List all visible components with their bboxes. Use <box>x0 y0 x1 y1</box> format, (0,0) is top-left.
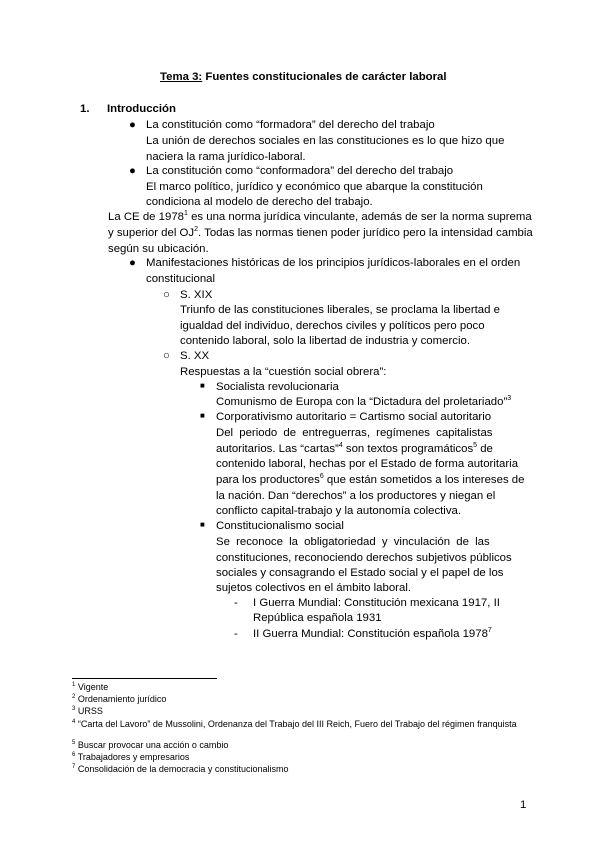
circle-bullet: ○ <box>163 289 170 301</box>
footnote: $^2$ Ordenamiento jurídico <box>72 694 167 704</box>
footnote: $^5$ Buscar provocar una acción o cambio <box>72 740 229 750</box>
corp-line: para los productores$^6$ que están sometidos a los intereses de <box>216 473 525 486</box>
corp-line: la nación. Dan “derechos” a los productores y niegan el <box>216 490 496 502</box>
ce-paragraph-line: según su ubicación. <box>108 243 209 255</box>
s19-line: Triunfo de las constituciones liberales, se proclama la libertad e <box>180 304 500 316</box>
square-bullet: ■ <box>200 381 205 390</box>
s19-line: igualdad del individuo, derechos civiles y políticos pero poco <box>180 320 485 332</box>
s19-label: S. XIX <box>180 289 213 301</box>
intro-bullet-2-desc: condiciona al modelo de derecho del trabajo. <box>146 196 373 208</box>
intro-bullet-2-desc: El marco político, jurídico y económico que abarque la constitución <box>146 181 483 193</box>
intro-bullet-1: La constitución como “formadora” del derecho del trabajo <box>146 119 435 131</box>
ce-paragraph-line: La CE de 1978$^1$ es una norma jurídica vinculante, además de ser la norma suprema <box>108 210 532 223</box>
dash-bullet: - <box>234 628 238 640</box>
intro-bullet-1-desc: La unión de derechos sociales en las constituciones es lo que hizo que <box>146 135 505 147</box>
footnote: $^4$ “Carta del Lavoro” de Mussolini, Ordenanza del Trabajo del III Reich, Fuero del Trabajo del régimen franquista <box>72 719 517 729</box>
footnote: $^3$ URSS <box>72 706 103 716</box>
square-bullet: ■ <box>200 411 205 420</box>
footnote: $^1$ Vigente <box>72 682 109 692</box>
footnote: $^7$ Consolidación de la democracia y constitucionalismo <box>72 764 289 774</box>
circle-bullet: ○ <box>163 350 170 362</box>
s20-label: S. XX <box>180 350 210 362</box>
soc-desc: Comunismo de Europa con la “Dictadura del proletariado”$^3$ <box>216 395 512 408</box>
title-rest: Fuentes constitucionales de carácter laboral <box>202 71 447 83</box>
const-dash-2: II Guerra Mundial: Constitución española 1978$^7$ <box>253 627 492 640</box>
page-number: 1 <box>520 799 527 811</box>
manif-line: Manifestaciones históricas de los principios jurídicos-laborales en el orden <box>146 257 521 269</box>
bullet-dot: ● <box>129 119 136 131</box>
section-heading: Introducción <box>107 103 176 115</box>
s19-line: contenido laboral, solo la libertad de industria y comercio. <box>180 335 470 347</box>
corp-line: contenido laboral, hechas por el Estado de forma autoritaria <box>216 458 519 470</box>
square-bullet: ■ <box>200 520 205 529</box>
dash-bullet: - <box>234 597 238 609</box>
const-line: Se reconoce la obligatoriedad y vinculación de las <box>216 536 490 548</box>
ce-paragraph-line: y superior del $OJ^2$. Todas las normas tienen poder jurídico pero la intensidad cambia <box>108 226 533 239</box>
page-title <box>160 71 447 83</box>
corp-title: Corporativismo autoritario = Cartismo social autoritario <box>216 411 492 423</box>
const-line: sujetos colectivos en el ámbito laboral. <box>216 582 412 594</box>
const-title: Constitucionalismo social <box>216 520 344 532</box>
title-prefix: Tema 3: <box>160 71 203 83</box>
bullet-dot: ● <box>129 257 136 269</box>
soc-title: Socialista revolucionaria <box>216 381 339 393</box>
manif-line: constitucional <box>146 273 216 285</box>
intro-bullet-2: La constitución como “conformadora” del derecho del trabajo <box>146 165 454 177</box>
intro-bullet-1-desc: naciera la rama jurídico-laboral. <box>146 151 306 163</box>
const-line: constituciones, reconociendo derechos subjetivos públicos <box>216 552 512 564</box>
corp-line: conflicto capital-trabajo y la autonomía colectiva. <box>216 505 462 517</box>
s20-intro: Respuestas a la “cuestión social obrera”: <box>180 366 387 378</box>
bullet-dot: ● <box>129 165 136 177</box>
corp-line: Del periodo de entreguerras, regímenes capitalistas <box>216 427 493 439</box>
const-line: sociales y consagrando el Estado social y el papel de los <box>216 567 504 579</box>
corp-line: autoritarios. Las “cartas”$^4$ son textos programáticos$^5$ de <box>216 442 493 455</box>
section-number: 1. <box>80 103 90 115</box>
const-dash-1: I Guerra Mundial: Constitución mexicana 1917, II <box>253 597 500 609</box>
const-dash-1: República española 1931 <box>253 612 382 624</box>
footnote: $^6$ Trabajadores y empresarios <box>72 752 190 762</box>
footnote-separator <box>72 678 217 679</box>
